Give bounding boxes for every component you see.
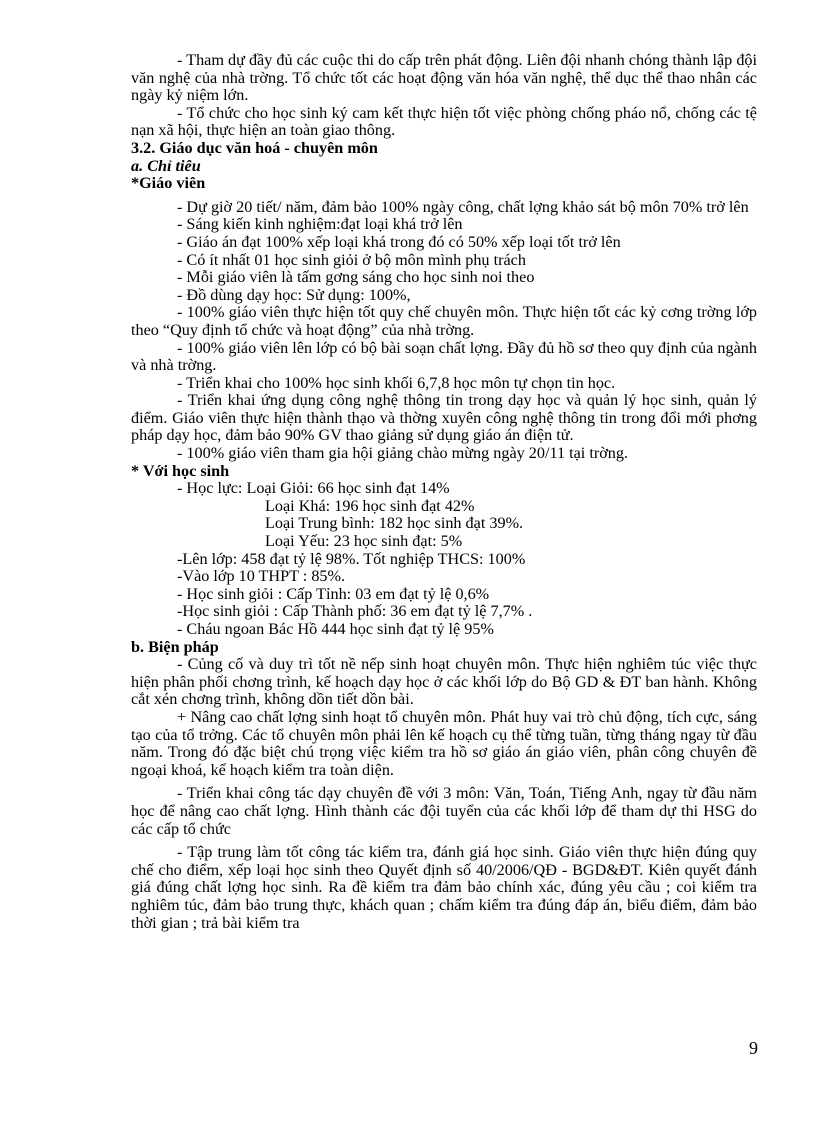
list-item: -Học sinh giỏi : Cấp Thành phố: 36 em đạt tỷ lệ 7,7% . bbox=[177, 602, 533, 621]
section-heading: 3.2. Giáo dục văn hoá - chuyên môn bbox=[131, 138, 378, 157]
paragraph: - 100% giáo viên lên lớp có bộ bài soạn chất lợng. Đầy đủ hồ sơ theo quy định của ngành và nhà trờng. bbox=[131, 338, 757, 375]
group-heading: * Với học sinh bbox=[131, 461, 230, 480]
group-heading: *Giáo viên bbox=[131, 174, 206, 193]
list-item: - Học lực: Loại Giỏi: 66 học sinh đạt 14% bbox=[177, 479, 450, 498]
paragraph: - 100% giáo viên thực hiện tốt quy chế chuyên môn. Thực hiện tốt các kỷ cơng trờng lớp theo “Quy định tổ chức và hoạt động” của nhà trờng. bbox=[131, 303, 757, 339]
subsection-heading: a. Chỉ tiêu bbox=[131, 156, 201, 175]
page-number: 9 bbox=[749, 1038, 758, 1058]
list-item: Loại Yếu: 23 học sinh đạt: 5% bbox=[265, 532, 463, 551]
paragraph: - Đồ dùng dạy học: Sử dụng: 100%, bbox=[177, 285, 411, 304]
paragraph: - Có ít nhất 01 học sinh giỏi ở bộ môn mình phụ trách bbox=[177, 250, 526, 269]
list-item: -Vào lớp 10 THPT : 85%. bbox=[177, 567, 346, 586]
paragraph: - Dự giờ 20 tiết/ năm, đảm bảo 100% ngày công, chất lợng khảo sát bộ môn 70% trở lên bbox=[177, 197, 749, 216]
list-item: Loại Khá: 196 học sinh đạt 42% bbox=[265, 496, 475, 515]
paragraph: - Tổ chức cho học sinh ký cam kết thực hiện tốt việc phòng chống pháo nổ, chống các tệ nạn xã hội, thực hiện an toàn giao thông. bbox=[131, 103, 757, 140]
paragraph: - Triển khai ứng dụng công nghệ thông tin trong dạy học và quản lý học sinh, quản lý điểm. Giáo viên thực hiện thành thạo và thờng xuyên công nghệ thông tin trong đổi mới phơng pháp dạy học, đảm bảo 90% GV thao giảng sử dụng giáo án điện tử. bbox=[131, 391, 757, 445]
paragraph: - Tập trung làm tốt công tác kiểm tra, đánh giá học sinh. Giáo viên thực hiện đúng quy chế cho điểm, xếp loại học sinh theo Quyết định số 40/2006/QĐ - BGD&ĐT. Kiên quyết đánh giá đúng chất lợng học sinh. Ra đề kiểm tra đảm bảo chính xác, đúng yêu cầu ; coi kiểm tra nghiêm túc, đảm bảo trung thực, khách quan ; chấm kiểm tra đúng đáp án, biểu điểm, đảm bảo thời gian ; trả bài kiểm tra bbox=[131, 843, 757, 932]
paragraph: - Tham dự đầy đủ các cuộc thi do cấp trên phát động. Liên đội nhanh chóng thành lập đội văn nghệ của nhà trờng. Tổ chức tốt các hoạt động văn hóa văn nghệ, thể dục thể thao nhân các ngày kỷ niệm lớn. bbox=[131, 51, 757, 105]
list-item: - Cháu ngoan Bác Hồ 444 học sinh đạt tỷ lệ 95% bbox=[177, 620, 494, 638]
paragraph: - Củng cố và duy trì tốt nề nếp sinh hoạt chuyên môn. Thực hiện nghiêm túc việc thực hiện phân phối chơng trình, kế hoạch dạy học ở các khối lớp do Bộ GD & ĐT ban hành. Không cắt xén chơng trình, không dồn tiết dồn bài. bbox=[131, 655, 757, 709]
paragraph: - Mỗi giáo viên là tấm gơng sáng cho học sinh noi theo bbox=[177, 268, 535, 287]
paragraph: - 100% giáo viên tham gia hội giảng chào mừng ngày 20/11 tại trờng. bbox=[177, 444, 629, 463]
paragraph: - Giáo án đạt 100% xếp loại khá trong đó có 50% xếp loại tốt trở lên bbox=[177, 232, 621, 251]
subsection-heading: b. Biện pháp bbox=[131, 637, 219, 656]
document-body bbox=[131, 52, 757, 932]
paragraph: - Triển khai cho 100% học sinh khối 6,7,8 học môn tự chọn tin học. bbox=[177, 373, 616, 392]
paragraph: + Nâng cao chất lợng sinh hoạt tổ chuyên môn. Phát huy vai trò chủ động, tích cực, sáng tạo của tổ trởng. Các tổ chuyên môn phải lên kế hoạch cụ thể từng tuần, từng tháng ngay từ đầu năm. Trong đó đặc biệt chú trọng việc kiểm tra hồ sơ giáo án giáo viên, phân công chuyên đề ngoại khoá, kế hoạch kiểm tra toàn diện. bbox=[131, 707, 757, 779]
list-item: Loại Trung bình: 182 học sinh đạt 39%. bbox=[265, 514, 524, 533]
list-item: - Học sinh giỏi : Cấp Tỉnh: 03 em đạt tỷ lệ 0,6% bbox=[177, 584, 490, 603]
paragraph: - Sáng kiến kinh nghiệm:đạt loại khá trở lên bbox=[177, 215, 463, 234]
list-item: -Lên lớp: 458 đạt tỷ lệ 98%. Tốt nghiệp THCS: 100% bbox=[177, 549, 526, 568]
paragraph: - Triển khai công tác dạy chuyên đề với 3 môn: Văn, Toán, Tiếng Anh, ngay từ đầu năm học để nâng cao chất lợng. Hình thành các đội tuyển của các khối lớp để tham dự thi HSG do các cấp tổ chức bbox=[131, 784, 757, 838]
